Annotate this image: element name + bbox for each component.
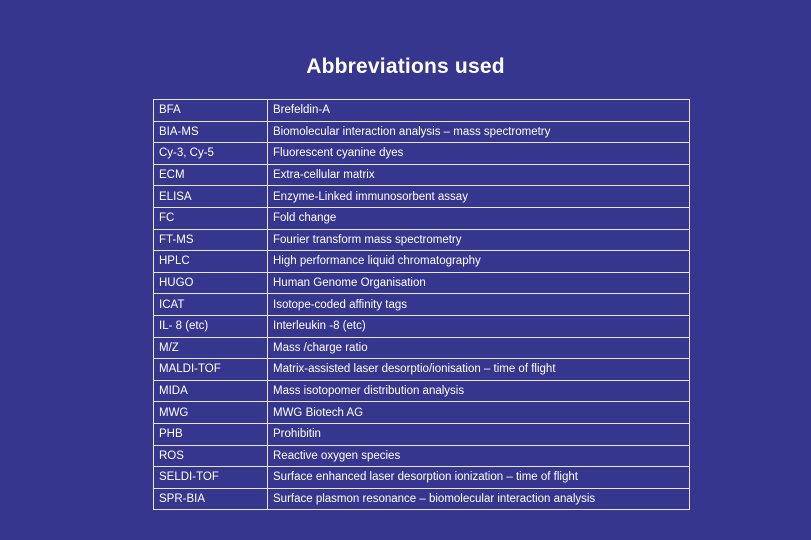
table-row <box>154 488 690 510</box>
abbreviation-cell: SPR-BIA <box>154 488 268 510</box>
meaning-cell: Matrix-assisted laser desorptio/ionisation – time of flight <box>268 359 690 381</box>
meaning-cell: Enzyme-Linked immunosorbent assay <box>268 186 690 208</box>
table-row <box>154 359 690 381</box>
meaning-cell: Interleukin -8 (etc) <box>268 315 690 337</box>
table-row <box>154 294 690 316</box>
abbreviation-cell: BIA-MS <box>154 121 268 143</box>
table-row <box>154 272 690 294</box>
abbreviations-table <box>153 99 690 510</box>
table-row <box>154 229 690 251</box>
abbreviation-cell: FT-MS <box>154 229 268 251</box>
table-row <box>154 380 690 402</box>
abbreviation-cell: IL- 8 (etc) <box>154 315 268 337</box>
abbreviation-cell: Cy-3, Cy-5 <box>154 143 268 165</box>
meaning-cell: Extra-cellular matrix <box>268 164 690 186</box>
abbreviation-cell: HPLC <box>154 251 268 273</box>
abbreviation-cell: SELDI-TOF <box>154 467 268 489</box>
abbreviation-cell: M/Z <box>154 337 268 359</box>
table-row <box>154 207 690 229</box>
meaning-cell: Prohibitin <box>268 423 690 445</box>
table-row <box>154 164 690 186</box>
table-row <box>154 337 690 359</box>
meaning-cell: High performance liquid chromatography <box>268 251 690 273</box>
meaning-cell: Mass isotopomer distribution analysis <box>268 380 690 402</box>
table-row <box>154 445 690 467</box>
meaning-cell: Biomolecular interaction analysis – mass spectrometry <box>268 121 690 143</box>
abbreviation-cell: BFA <box>154 100 268 122</box>
table-row <box>154 402 690 424</box>
meaning-cell: Fourier transform mass spectrometry <box>268 229 690 251</box>
table-row <box>154 100 690 122</box>
abbreviation-cell: MALDI-TOF <box>154 359 268 381</box>
meaning-cell: Isotope-coded affinity tags <box>268 294 690 316</box>
meaning-cell: Mass /charge ratio <box>268 337 690 359</box>
slide-title: Abbreviations used <box>306 55 505 78</box>
meaning-cell: Reactive oxygen species <box>268 445 690 467</box>
abbreviation-cell: MWG <box>154 402 268 424</box>
meaning-cell: Fold change <box>268 207 690 229</box>
abbreviation-cell: ICAT <box>154 294 268 316</box>
table-row <box>154 186 690 208</box>
table-row <box>154 423 690 445</box>
meaning-cell: Fluorescent cyanine dyes <box>268 143 690 165</box>
table-row <box>154 121 690 143</box>
meaning-cell: Surface enhanced laser desorption ionization – time of flight <box>268 467 690 489</box>
table-row <box>154 467 690 489</box>
table-row <box>154 251 690 273</box>
table-row <box>154 143 690 165</box>
meaning-cell: Human Genome Organisation <box>268 272 690 294</box>
meaning-cell: Surface plasmon resonance – biomolecular interaction analysis <box>268 488 690 510</box>
abbreviation-cell: ROS <box>154 445 268 467</box>
table-row <box>154 315 690 337</box>
abbreviation-cell: PHB <box>154 423 268 445</box>
abbreviation-cell: MIDA <box>154 380 268 402</box>
abbreviation-cell: HUGO <box>154 272 268 294</box>
meaning-cell: MWG Biotech AG <box>268 402 690 424</box>
abbreviation-cell: ELISA <box>154 186 268 208</box>
meaning-cell: Brefeldin-A <box>268 100 690 122</box>
abbreviation-cell: FC <box>154 207 268 229</box>
abbreviation-cell: ECM <box>154 164 268 186</box>
